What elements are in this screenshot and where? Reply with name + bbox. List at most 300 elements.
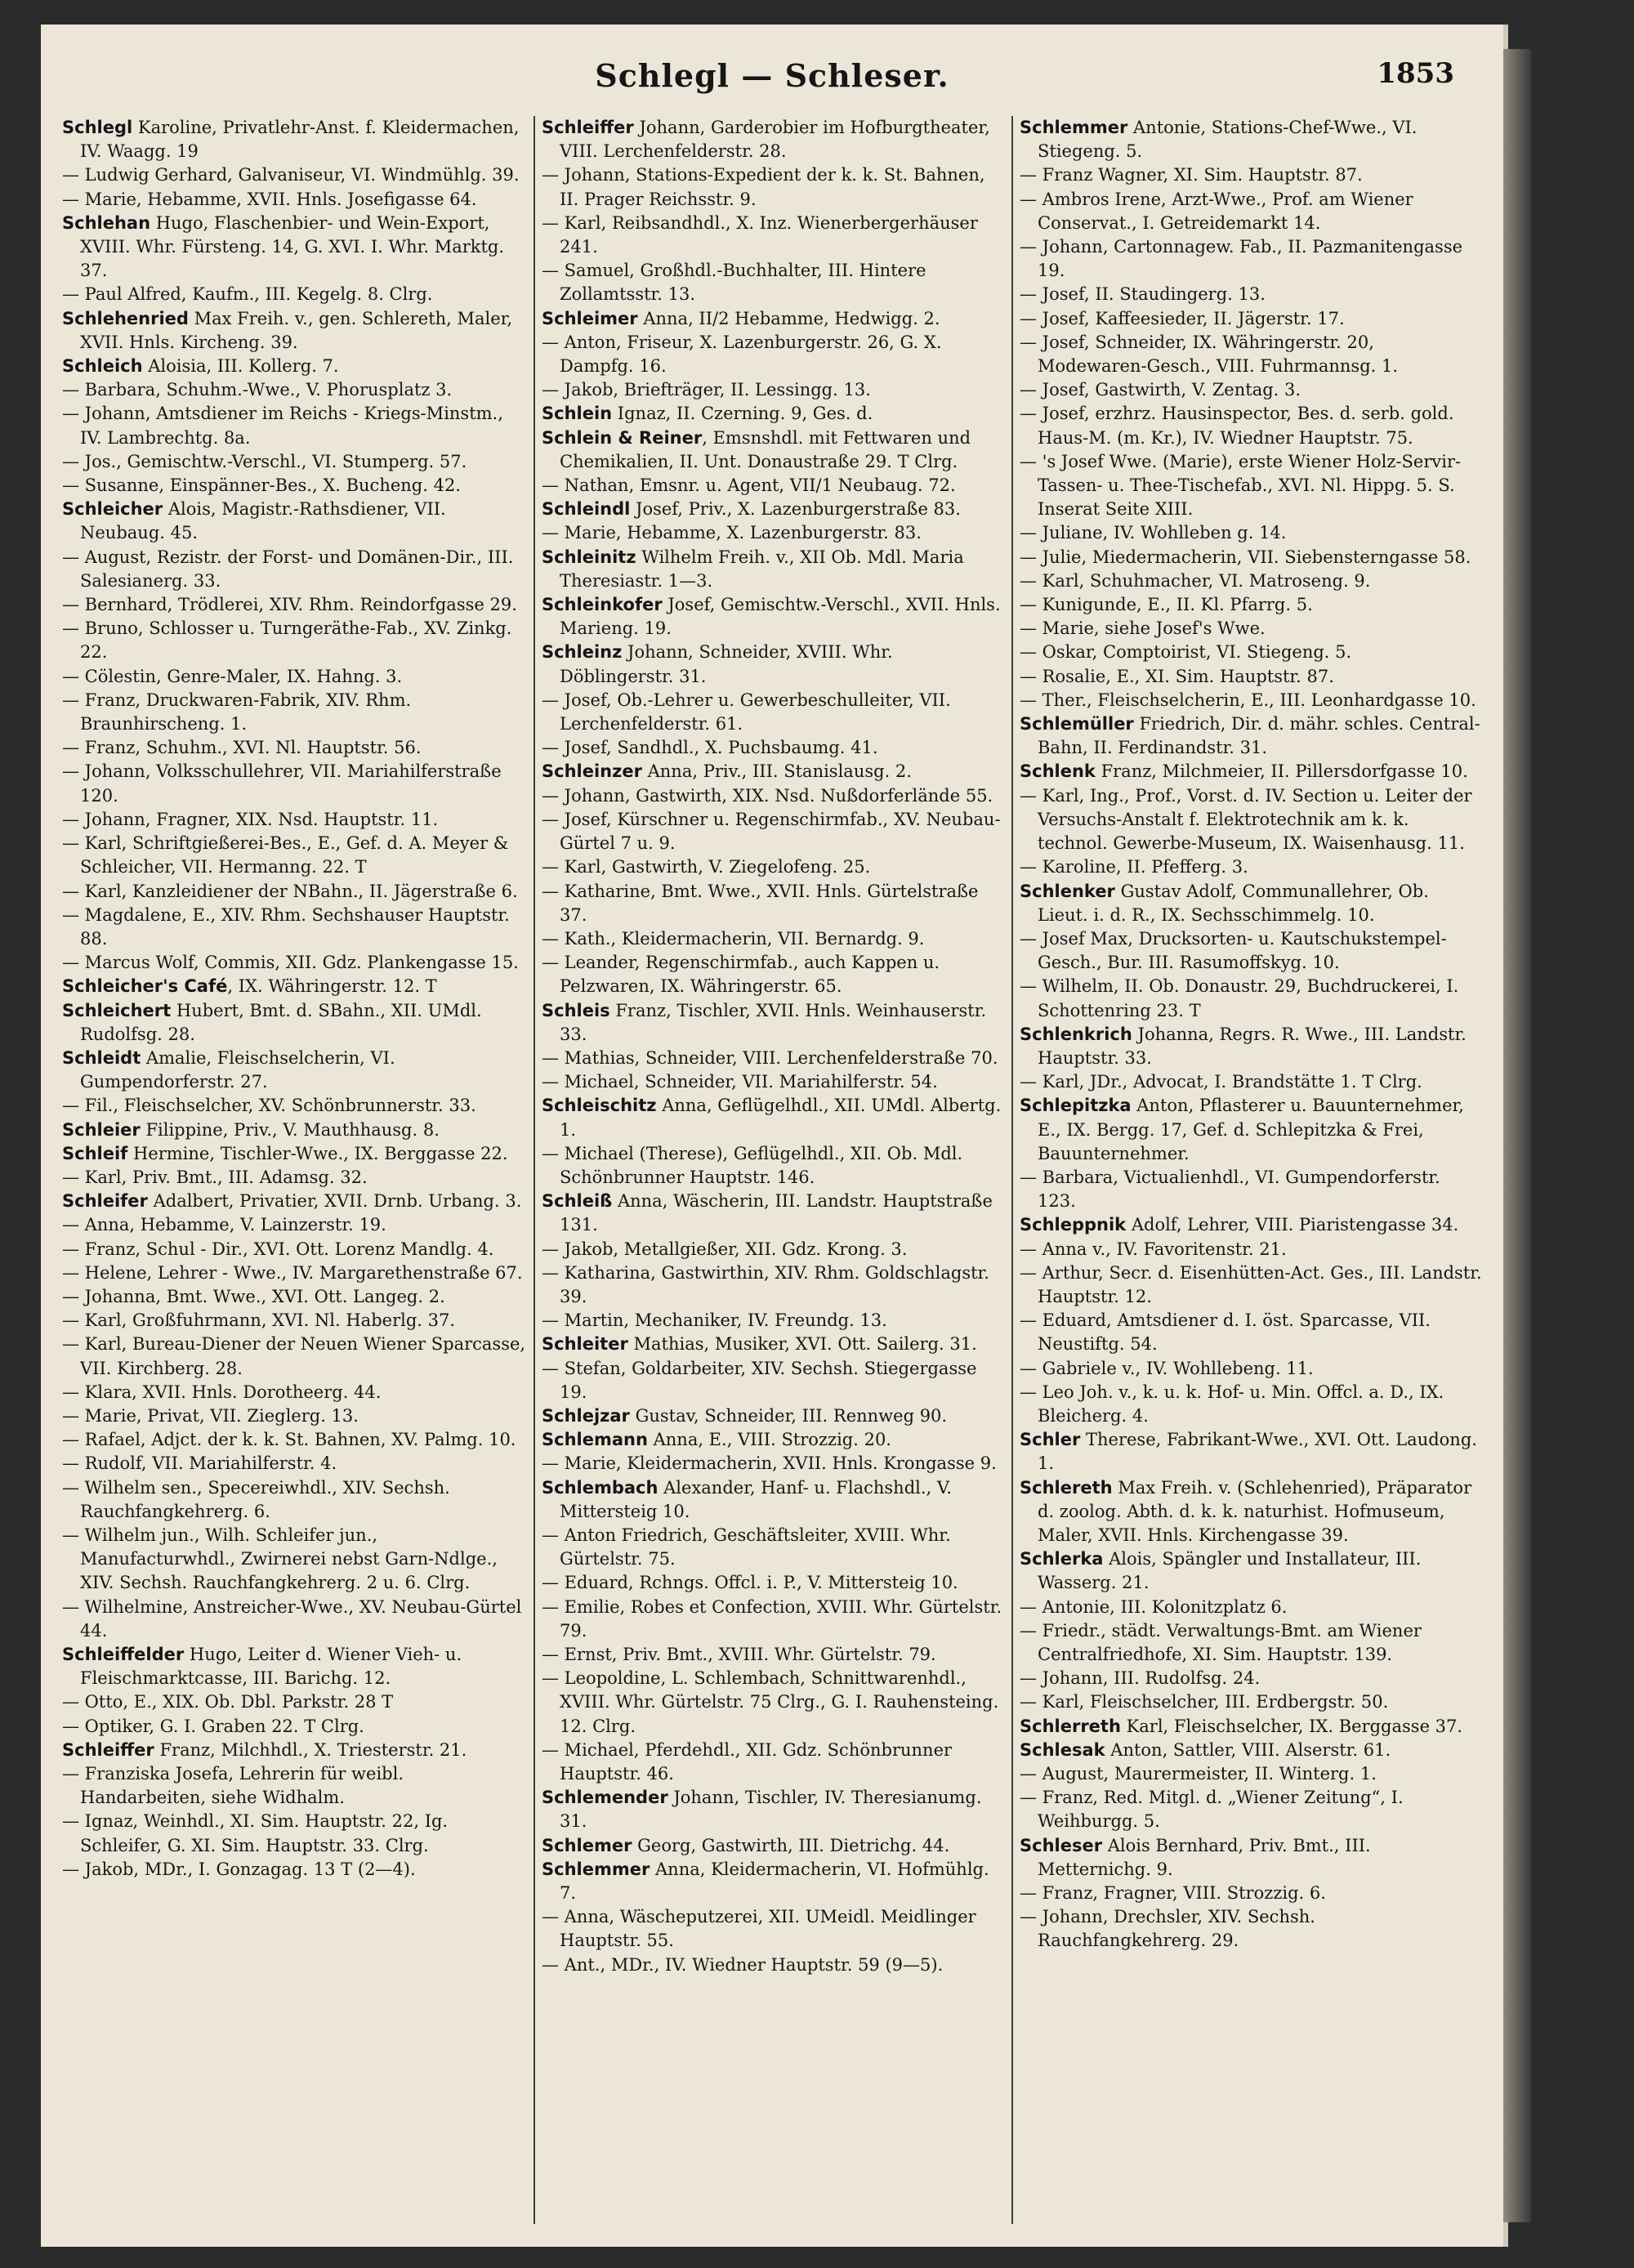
directory-entry (62, 1858, 527, 1882)
directory-entry (542, 1739, 1005, 1786)
entry-text: — Karl, Priv. Bmt., III. Adamsg. 32. (62, 1167, 368, 1187)
directory-entry (62, 1715, 527, 1739)
directory-entry (1020, 1428, 1483, 1476)
entry-text: — Friedr., städt. Verwaltungs-Bmt. am Wiener Centralfriedhofe, XI. Sim. Hauptstr. 139. (1020, 1620, 1422, 1664)
entry-text: — Johann, Drechsler, XIV. Sechsh. Rauchfangkehrerg. 29. (1020, 1907, 1315, 1951)
entry-text: — Bernhard, Trödlerei, XIV. Rhm. Reindorfgasse 29. (62, 595, 517, 615)
entry-text: Gustav Adolf, Communallehrer, Ob. Lieut. i. d. R., IX. Sechsschimmelg. 10. (1038, 881, 1429, 925)
entry-headword: Schleifer (62, 1191, 148, 1212)
entry-text: — Franz, Schul - Dir., XVI. Ott. Lorenz Mandlg. 4. (62, 1239, 494, 1259)
entry-headword: Schleser (1020, 1835, 1103, 1855)
directory-entry (1020, 975, 1483, 1022)
entry-headword: Schleichert (62, 1000, 172, 1020)
directory-entry (542, 1667, 1005, 1739)
entry-text: — Karl, Schriftgießerei-Bes., E., Gef. d. A. Meyer & Schleicher, VII. Hermanng. 22. T (62, 833, 509, 877)
directory-entry (62, 1762, 527, 1810)
entry-text: Franz, Milchhdl., X. Triesterstr. 21. (154, 1739, 467, 1760)
entry-headword: Schlenker (1020, 881, 1115, 901)
entry-text: — Katharine, Bmt. Wwe., XVII. Hnls. Gürtelstraße 37. (542, 881, 979, 925)
directory-entry (62, 474, 527, 498)
entry-text: Filippine, Priv., V. Mauthhausg. 8. (140, 1119, 440, 1140)
entry-headword: Schlemender (542, 1788, 668, 1808)
directory-entry (1020, 1547, 1483, 1595)
directory-entry (542, 1452, 1005, 1476)
directory-entry (542, 1596, 1005, 1643)
entry-text: — Wilhelm jun., Wilh. Schleifer jun., Manufacturwhdl., Zwirnerei nebst Garn-Ndlge., XIV. Sechsh. Rauchfangkehrerg. 2 u. 6. Clrg. (62, 1525, 498, 1593)
directory-entry (542, 1404, 1005, 1428)
directory-page (41, 25, 1503, 2247)
directory-entry (542, 1190, 1005, 1237)
directory-entry (62, 760, 527, 807)
entry-headword: Schlerka (1020, 1549, 1104, 1569)
entry-headword: Schlepitzka (1020, 1096, 1132, 1116)
directory-entry (1020, 283, 1483, 306)
directory-entry (62, 1643, 527, 1690)
entry-headword: Schleindl (542, 499, 631, 520)
entry-headword: Schleimer (542, 308, 638, 328)
entry-text: — Michael, Pferdehdl., XII. Gdz. Schönbrunner Hauptstr. 46. (542, 1739, 953, 1784)
entry-text: Ignaz, II. Czerning. 9, Ges. d. (612, 404, 873, 424)
directory-entry (62, 904, 527, 951)
directory-entry (1020, 378, 1483, 402)
entry-text: — Emilie, Robes et Confection, XVIII. Whr. Gürtelstr. 79. (542, 1596, 1002, 1641)
directory-entry (1020, 1094, 1483, 1166)
entry-text: Adolf, Lehrer, VIII. Piaristengasse 34. (1126, 1215, 1459, 1235)
entry-text: — Josef Max, Drucksorten- u. Kautschukstempel-Gesch., Bur. III. Rasumoffskyg. 10. (1020, 928, 1447, 973)
entry-text: — Ignaz, Weinhdl., XI. Sim. Hauptstr. 22, Ig. Schleifer, G. XI. Sim. Hauptstr. 33. Clrg. (62, 1811, 449, 1855)
directory-entry (1020, 331, 1483, 378)
directory-entry (62, 1810, 527, 1857)
entry-text: — Johann, III. Rudolfsg. 24. (1020, 1668, 1261, 1689)
entry-text: — August, Rezistr. der Forst- und Domänen-Dir., III. Salesianerg. 33. (62, 547, 514, 591)
directory-entry (1020, 712, 1483, 760)
entry-headword: Schleidt (62, 1047, 141, 1068)
directory-entry (1020, 1786, 1483, 1833)
directory-entry (1020, 116, 1483, 163)
entry-text: — Nathan, Emsnr. u. Agent, VII/1 Neubaug. 72. (542, 475, 956, 496)
directory-entry (1020, 1834, 1483, 1882)
entry-headword: Schlemer (542, 1835, 632, 1855)
entry-text: — Josef, Gastwirth, V. Zentag. 3. (1020, 380, 1301, 400)
directory-entry (62, 378, 527, 402)
entry-text: Mathias, Musiker, XVI. Ott. Sailerg. 31. (627, 1334, 977, 1355)
entry-text: — Anna, Wäscheputzerei, XII. UMeidl. Meidlinger Hauptstr. 55. (542, 1907, 976, 1951)
directory-entry (542, 999, 1005, 1047)
directory-entry (62, 1261, 527, 1285)
directory-entry (542, 546, 1005, 593)
entry-text: , Emsnshdl. mit Fettwaren und Chemikalien, II. Unt. Donaustraße 29. T Clrg. (560, 427, 971, 471)
entry-text: — Julie, Miedermacherin, VII. Siebensterngasse 58. (1020, 547, 1471, 567)
book-page-edge (1503, 49, 1531, 2222)
directory-entry (1020, 521, 1483, 545)
entry-text: Anton, Pflasterer u. Bauunternehmer, E., IX. Bergg. 17, Gef. d. Schlepitzka & Frei, Bauunternehmer. (1038, 1096, 1464, 1163)
entry-text: — Ludwig Gerhard, Galvaniseur, VI. Windmühlg. 39. (62, 165, 520, 185)
entry-text: Anna, Wäscherin, III. Landstr. Hauptstraße 131. (560, 1191, 993, 1235)
directory-entry (1020, 1381, 1483, 1428)
entry-text: Anton, Sattler, VIII. Alserstr. 61. (1105, 1739, 1391, 1760)
directory-entry (62, 546, 527, 593)
entry-text: — Michael (Therese), Geflügelhdl., XII. Ob. Mdl. Schönbrunner Hauptstr. 146. (542, 1143, 963, 1187)
page-number: 1853 (1377, 57, 1454, 90)
directory-entry (542, 760, 1005, 784)
directory-entry (1020, 880, 1483, 927)
directory-entry (62, 1333, 527, 1380)
entry-text: Georg, Gastwirth, III. Dietrichg. 44. (632, 1835, 950, 1855)
directory-entry (62, 1213, 527, 1237)
directory-entry (542, 307, 1005, 331)
directory-entry (62, 1094, 527, 1118)
running-title: Schlegl — Schleser. (595, 57, 949, 94)
entry-headword: Schlein (542, 404, 613, 424)
entry-text: — Marie, Hebamme, XVII. Hnls. Josefigasse 64. (62, 189, 477, 209)
entry-text: Therese, Fabrikant-Wwe., XVI. Ott. Laudong. 1. (1038, 1430, 1477, 1474)
entry-text: — Karl, Reibsandhdl., X. Inz. Wienerbergerhäuser 241. (542, 212, 978, 257)
directory-entry (62, 1381, 527, 1404)
entry-text: — Franz Wagner, XI. Sim. Hauptstr. 87. (1020, 165, 1363, 185)
entry-text: — Rafael, Adjct. der k. k. St. Bahnen, XV. Palmg. 10. (62, 1430, 516, 1450)
entry-headword: Schleppnik (1020, 1215, 1127, 1235)
entry-text: — Karl, Ing., Prof., Vorst. d. IV. Section u. Leiter der Versuchs-Anstalt f. Elektrotechnik am k. k. technol. Gewerbe-Museum, IX. Waisenhausg. 11. (1020, 785, 1472, 854)
entry-text: — Josef, Kaffeesieder, II. Jägerstr. 17. (1020, 308, 1345, 328)
entry-headword: Schleinitz (542, 547, 636, 567)
directory-entry (1020, 1238, 1483, 1261)
directory-entry (542, 784, 1005, 808)
entry-text: — Ernst, Priv. Bmt., XVIII. Whr. Gürtelstr. 79. (542, 1645, 936, 1664)
directory-entry (542, 1953, 1005, 1977)
entry-text: — Marie, siehe Josef's Wwe. (1020, 618, 1266, 639)
directory-entry (542, 855, 1005, 879)
directory-entry (542, 593, 1005, 641)
directory-entry (62, 951, 527, 975)
directory-entry (542, 808, 1005, 855)
entry-text: — Barbara, Victualienhdl., VI. Gumpendorferstr. 123. (1020, 1167, 1440, 1212)
entry-text: — Mathias, Schneider, VIII. Lerchenfelderstraße 70. (542, 1047, 998, 1068)
entry-text: — Rosalie, E., XI. Sim. Hauptstr. 87. (1020, 666, 1334, 686)
entry-text: — Katharina, Gastwirthin, XIV. Rhm. Goldschlagstr. 39. (542, 1262, 989, 1306)
directory-entry (62, 1142, 527, 1166)
directory-entry (62, 1190, 527, 1213)
entry-text: — Samuel, Großhdl.-Buchhalter, III. Hintere Zollamtsstr. 13. (542, 261, 926, 305)
entry-text: — Franz, Druckwaren-Fabrik, XIV. Rhm. Braunhirscheng. 1. (62, 690, 412, 734)
directory-entry (62, 283, 527, 306)
entry-text: — Anton Friedrich, Geschäftsleiter, XVIII. Whr. Gürtelstr. 75. (542, 1525, 951, 1569)
directory-entry (1020, 927, 1483, 975)
entry-text: Josef, Priv., X. Lazenburgerstraße 83. (630, 499, 961, 520)
directory-entry (1020, 1213, 1483, 1237)
entry-text: , IX. Währingerstr. 12. T (227, 976, 437, 997)
entry-text: Alois, Spängler und Installateur, III. Wasserg. 21. (1038, 1549, 1422, 1593)
directory-entry (62, 808, 527, 832)
entry-headword: Schleiffer (62, 1739, 154, 1760)
directory-entry (1020, 1882, 1483, 1905)
directory-entry (62, 665, 527, 689)
entry-text: — Rudolf, VII. Mariahilferstr. 4. (62, 1453, 337, 1474)
entry-text: — Susanne, Einspänner-Bes., X. Bucheng. 42. (62, 475, 461, 496)
directory-entry (1020, 1476, 1483, 1548)
entry-text: — Anna, Hebamme, V. Lainzerstr. 19. (62, 1215, 386, 1235)
entry-text: Franz, Milchmeier, II. Pillersdorfgasse 10. (1095, 761, 1468, 782)
entry-text: — Anna v., IV. Favoritenstr. 21. (1020, 1239, 1287, 1259)
directory-entry (1020, 784, 1483, 856)
entry-text: Johann, Garderobier im Hofburgtheater, VIII. Lerchenfelderstr. 28. (560, 118, 990, 162)
directory-entry (62, 1476, 527, 1524)
entry-text: Johann, Schneider, XVIII. Whr. Döblingerstr. 31. (560, 642, 893, 686)
directory-entry (1020, 1619, 1483, 1667)
entry-text: Amalie, Fleischselcherin, VI. Gumpendorferstr. 27. (80, 1047, 395, 1092)
column-middle (534, 116, 1011, 2224)
directory-entry (62, 1309, 527, 1333)
directory-entry (542, 498, 1005, 521)
entry-text: — Josef, Ob.-Lehrer u. Gewerbeschulleiter, VII. Lerchenfelderstr. 61. (542, 690, 951, 734)
entry-text: — Anton, Friseur, X. Lazenburgerstr. 26, G. X. Dampfg. 16. (542, 332, 942, 377)
entry-text: Wilhelm Freih. v., XII Ob. Mdl. Maria Theresiastr. 1—3. (560, 547, 964, 591)
directory-entry (62, 999, 527, 1047)
directory-entry (542, 1428, 1005, 1452)
directory-entry (1020, 1690, 1483, 1714)
entry-headword: Schleiffer (542, 118, 634, 137)
entry-text: — Karl, JDr., Advocat, I. Brandstätte 1. T Clrg. (1020, 1072, 1422, 1092)
entry-text: — Optiker, G. I. Graben 22. T Clrg. (62, 1716, 364, 1736)
entry-text: — Helene, Lehrer - Wwe., IV. Margarethenstraße 67. (62, 1262, 523, 1283)
entry-text: — August, Maurermeister, II. Winterg. 1. (1020, 1764, 1377, 1784)
entry-text: Alexander, Hanf- u. Flachshdl., V. Mittersteig 10. (560, 1477, 953, 1521)
directory-entry (62, 1739, 527, 1762)
directory-entry (542, 1834, 1005, 1858)
entry-text: Antonie, Stations-Chef-Wwe., VI. Stiegeng. 5. (1038, 118, 1417, 162)
entry-headword: Schleinzer (542, 761, 642, 782)
entry-text: — Klara, XVII. Hnls. Dorotheerg. 44. (62, 1382, 382, 1402)
entry-headword: Schlemmer (542, 1859, 650, 1879)
directory-entry (1020, 593, 1483, 617)
entry-headword: Schleicher's Café (62, 976, 228, 997)
entry-text: Hugo, Flaschenbier- und Wein-Export, XVIII. Whr. Fürsteng. 14, G. XVI. I. Whr. Marktg. 37. (80, 212, 505, 281)
directory-entry (1020, 689, 1483, 712)
entry-text: Josef, Gemischtw.-Verschl., XVII. Hnls. Marieng. 19. (560, 595, 1001, 639)
directory-entry (1020, 1357, 1483, 1381)
directory-entry (542, 212, 1005, 259)
entry-text: — Ambros Irene, Arzt-Wwe., Prof. am Wiener Conservat., I. Getreidemarkt 14. (1020, 189, 1413, 233)
entry-text: — Josef, Schneider, IX. Währingerstr. 20, Modewaren-Gesch., VIII. Fuhrmannsg. 1. (1020, 332, 1399, 377)
directory-entry (1020, 1070, 1483, 1094)
entry-text: — Johann, Stations-Expedient der k. k. St. Bahnen, II. Prager Reichsstr. 9. (542, 165, 985, 209)
directory-entry (1020, 307, 1483, 331)
directory-entry (1020, 760, 1483, 784)
entry-headword: Schlejzar (542, 1405, 630, 1426)
entry-text: — Josef, Kürschner u. Regenschirmfab., XV. Neubau-Gürtel 7 u. 9. (542, 809, 1001, 854)
entry-headword: Schlein & Reiner (542, 427, 703, 448)
directory-entry (542, 1070, 1005, 1094)
directory-entry (542, 378, 1005, 402)
entry-text: — Gabriele v., IV. Wohllebeng. 11. (1020, 1358, 1314, 1378)
entry-text: — Leander, Regenschirmfab., auch Kappen u. Pelzwaren, IX. Währingerstr. 65. (542, 953, 940, 997)
entry-text: Max Freih. v. (Schlehenried), Präparator d. zoolog. Abth. d. k. k. naturhist. Hofmuseum, Maler, XVII. Hnls. Kirchengasse 39. (1038, 1477, 1472, 1545)
directory-entry (542, 927, 1005, 951)
directory-entry (62, 307, 527, 355)
entry-text: — Karl, Gastwirth, V. Ziegelofeng. 25. (542, 857, 871, 877)
directory-entry (542, 1094, 1005, 1141)
entry-headword: Schlenkrich (1020, 1024, 1132, 1044)
entry-text: Gustav, Schneider, III. Rennweg 90. (629, 1405, 948, 1426)
entry-text: — Jos., Gemischtw.-Verschl., VI. Stumperg. 57. (62, 451, 467, 471)
entry-text: — Paul Alfred, Kaufm., III. Kegelg. 8. Clrg. (62, 284, 433, 305)
directory-entry (1020, 1596, 1483, 1619)
entry-text: — Johann, Gastwirth, XIX. Nsd. Nußdorferlände 55. (542, 785, 993, 806)
entry-text: Anna, Priv., III. Stanislausg. 2. (641, 761, 912, 782)
entry-headword: Schleinz (542, 642, 623, 663)
entry-text: Alois, Magistr.-Rathsdiener, VII. Neubaug. 45. (80, 499, 446, 543)
entry-text: — Josef, erzhrz. Hausinspector, Bes. d. serb. gold. Haus-M. (m. Kr.), IV. Wiedner Hauptstr. 75. (1020, 404, 1454, 448)
directory-entry (1020, 402, 1483, 449)
directory-entry (1020, 665, 1483, 689)
directory-entry (542, 880, 1005, 927)
entry-text: Anna, Geflügelhdl., XII. UMdl. Albertg. 1. (560, 1096, 1002, 1140)
entry-text: Friedrich, Dir. d. mähr. schles. Central-Bahn, II. Ferdinandstr. 31. (1038, 714, 1480, 758)
column-left (56, 116, 534, 2224)
directory-entry (62, 593, 527, 617)
directory-entry (62, 355, 527, 378)
entry-text: Aloisia, III. Kollerg. 7. (142, 356, 339, 377)
entry-headword: Schlehenried (62, 308, 189, 328)
entry-text: — Johann, Volksschullehrer, VII. Mariahilferstraße 120. (62, 761, 502, 806)
directory-entry (542, 1333, 1005, 1356)
entry-text: — Otto, E., XIX. Ob. Dbl. Parkstr. 28 T (62, 1692, 394, 1712)
entry-text: — Franz, Red. Mitgl. d. „Wiener Zeitung“, I. Weihburgg. 5. (1020, 1788, 1404, 1832)
entry-headword: Schlehan (62, 212, 151, 233)
entry-text: — 's Josef Wwe. (Marie), erste Wiener Holz-Servir-Tassen- u. Thee-Tischefab., XVI. Nl. Hippg. 5. S. Inserat Seite XIII. (1020, 451, 1462, 520)
entry-text: — Marie, Kleidermacherin, XVII. Hnls. Krongasse 9. (542, 1453, 997, 1474)
directory-entry (542, 1047, 1005, 1070)
entry-text: — Eduard, Amtsdiener d. I. öst. Sparcasse, VII. Neustiftg. 54. (1020, 1310, 1431, 1355)
directory-entry (62, 617, 527, 664)
entry-text: Karoline, Privatlehr-Anst. f. Kleidermachen, IV. Waagg. 19 (80, 118, 520, 162)
entry-text: — Ant., MDr., IV. Wiedner Hauptstr. 59 (9—5). (542, 1954, 944, 1975)
entry-text: — Martin, Mechaniker, IV. Freundg. 13. (542, 1310, 887, 1331)
entry-text: — Fil., Fleischselcher, XV. Schönbrunnerstr. 33. (62, 1096, 476, 1116)
entry-text: — Johann, Amtsdiener im Reichs - Kriegs-Minstm., IV. Lambrechtg. 8a. (62, 404, 503, 448)
directory-entry (62, 402, 527, 449)
directory-entry (542, 474, 1005, 498)
entry-headword: Schleischitz (542, 1096, 657, 1116)
entry-headword: Schlemüller (1020, 714, 1134, 734)
entry-text: — Barbara, Schuhm.-Wwe., V. Phorusplatz 3. (62, 380, 453, 400)
entry-headword: Schlesak (1020, 1739, 1105, 1760)
entry-headword: Schleis (542, 1000, 610, 1020)
entry-text: Alois Bernhard, Priv. Bmt., III. Metternichg. 9. (1038, 1835, 1371, 1879)
directory-entry (542, 736, 1005, 760)
entry-text: — Franziska Josefa, Lehrerin für weibl. Handarbeiten, siehe Widhalm. (62, 1764, 404, 1808)
entry-headword: Schleif (62, 1143, 128, 1163)
entry-text: — Marcus Wolf, Commis, XII. Gdz. Plankengasse 15. (62, 953, 519, 973)
directory-entry (542, 116, 1005, 163)
entry-text: — Juliane, IV. Wohlleben g. 14. (1020, 523, 1287, 543)
entry-text: — Kath., Kleidermacherin, VII. Bernardg. 9. (542, 928, 925, 949)
directory-entry (62, 1428, 527, 1452)
directory-entry (542, 1858, 1005, 1905)
directory-entry (542, 521, 1005, 545)
directory-entry (1020, 641, 1483, 664)
entry-text: — Karl, Fleischselcher, III. Erdbergstr. 50. (1020, 1692, 1389, 1712)
directory-entry (1020, 855, 1483, 879)
entry-headword: Schlembach (542, 1477, 659, 1498)
entry-text: — Ther., Fleischselcherin, E., III. Leonhardgasse 10. (1020, 690, 1476, 710)
entry-text: — Josef, Sandhdl., X. Puchsbaumg. 41. (542, 738, 878, 758)
directory-entry (542, 1571, 1005, 1595)
column-right (1011, 116, 1489, 2224)
directory-entry (1020, 1166, 1483, 1213)
directory-entry (542, 641, 1005, 688)
entry-text: — Karl, Großfuhrmann, XVI. Nl. Haberlg. 37. (62, 1310, 456, 1331)
entry-text: Hugo, Leiter d. Wiener Vieh- u. Fleischmarktcasse, III. Barichg. 12. (80, 1645, 462, 1689)
directory-entry (542, 1238, 1005, 1261)
entry-headword: Schleich (62, 356, 143, 377)
entry-text: — Johann, Fragner, XIX. Nsd. Hauptstr. 11. (62, 809, 439, 829)
directory-entry (1020, 1715, 1483, 1739)
directory-entry (62, 1238, 527, 1261)
page-header (41, 57, 1503, 106)
entry-headword: Schlemmer (1020, 118, 1128, 137)
entry-text: — Arthur, Secr. d. Eisenhütten-Act. Ges., III. Landstr. Hauptstr. 12. (1020, 1262, 1482, 1306)
directory-entry (542, 1643, 1005, 1667)
directory-entry (1020, 1762, 1483, 1786)
entry-text: Hermine, Tischler-Wwe., IX. Berggasse 22. (127, 1143, 508, 1163)
directory-entry (1020, 569, 1483, 593)
directory-entry (62, 1596, 527, 1643)
entry-text: — Leopoldine, L. Schlembach, Schnittwarenhdl., XVIII. Whr. Gürtelstr. 75 Clrg., G. I. Rauhensteing. 12. Clrg. (542, 1668, 999, 1736)
directory-entry (62, 188, 527, 212)
directory-entry (1020, 450, 1483, 522)
directory-entry (542, 1261, 1005, 1309)
entry-headword: Schleier (62, 1119, 141, 1140)
directory-entry (62, 163, 527, 187)
entry-text: — Franz, Fragner, VIII. Strozzig. 6. (1020, 1883, 1326, 1904)
entry-text: — Karl, Kanzleidiener der NBahn., II. Jägerstraße 6. (62, 881, 518, 901)
entry-text: — Jakob, Metallgießer, XII. Gdz. Krong. 3. (542, 1239, 908, 1259)
directory-entry (1020, 1023, 1483, 1070)
directory-entry (542, 1476, 1005, 1524)
directory-entry (62, 880, 527, 904)
directory-entry (62, 212, 527, 284)
directory-entry (542, 1524, 1005, 1571)
directory-entry (542, 331, 1005, 378)
entry-text: — Johann, Cartonnagew. Fab., II. Pazmanitengasse 19. (1020, 237, 1463, 281)
entry-text: — Karoline, II. Pfefferg. 3. (1020, 857, 1248, 877)
entry-text: — Eduard, Rchngs. Offcl. i. P., V. Mittersteig 10. (542, 1573, 958, 1593)
entry-headword: Schlerreth (1020, 1716, 1121, 1736)
entry-text: Johann, Tischler, IV. Theresianumg. 31. (560, 1788, 982, 1832)
entry-text: — Karl, Bureau-Diener der Neuen Wiener Sparcasse, VII. Kirchberg. 28. (62, 1334, 526, 1378)
entry-headword: Schler (1020, 1430, 1081, 1450)
entry-text: Anna, E., VIII. Strozzig. 20. (647, 1430, 891, 1450)
entry-headword: Schleiß (542, 1191, 613, 1212)
entry-headword: Schlemann (542, 1430, 648, 1450)
directory-entry (62, 1690, 527, 1714)
directory-entry (542, 426, 1005, 474)
entry-text: — Johanna, Bmt. Wwe., XVI. Ott. Langeg. 2. (62, 1286, 445, 1306)
directory-entry (542, 402, 1005, 426)
entry-text: — Karl, Schuhmacher, VI. Matroseng. 9. (1020, 570, 1371, 591)
directory-entry (542, 951, 1005, 998)
directory-columns (56, 116, 1502, 2224)
entry-headword: Schlereth (1020, 1477, 1113, 1498)
entry-text: — Stefan, Goldarbeiter, XIV. Sechsh. Stiegergasse 19. (542, 1358, 977, 1402)
directory-entry (542, 1905, 1005, 1953)
entry-text: — Wilhelm, II. Ob. Donaustr. 29, Buchdruckerei, I. Schottenring 23. T (1020, 976, 1459, 1020)
directory-entry (1020, 188, 1483, 235)
directory-entry (62, 975, 527, 998)
entry-headword: Schleicher (62, 499, 163, 520)
directory-entry (1020, 163, 1483, 187)
directory-entry (62, 1118, 527, 1142)
